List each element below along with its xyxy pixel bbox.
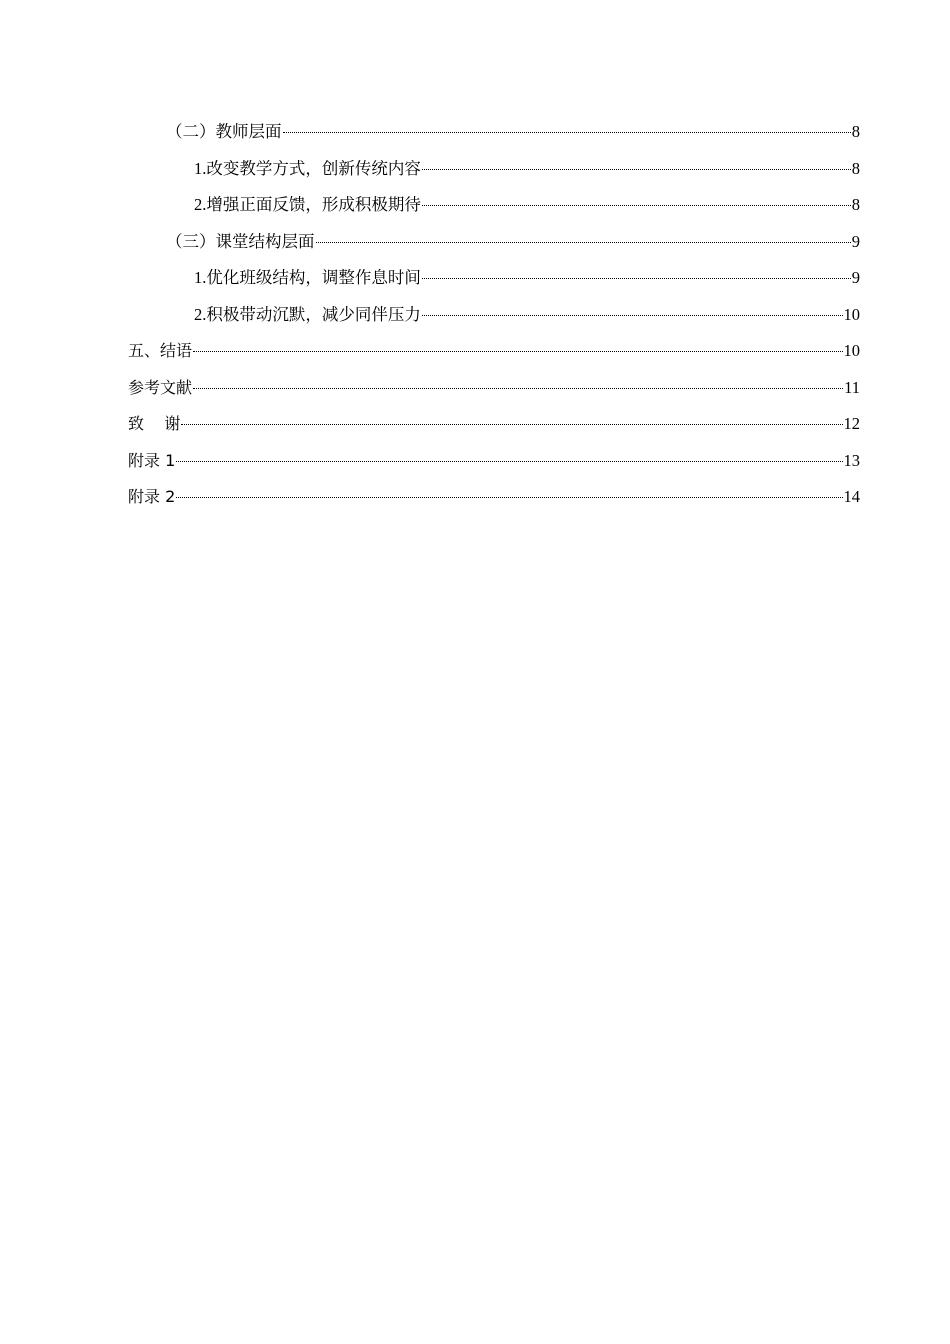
- toc-page-number: 13: [843, 451, 860, 470]
- toc-page-number: 9: [851, 232, 860, 251]
- toc-page-number: 12: [843, 414, 860, 433]
- toc-entry-acknowledgements[interactable]: [128, 407, 860, 435]
- toc-dot-leader: [176, 480, 842, 502]
- toc-entry-title: 1.优化班级结构，调整作息时间: [194, 268, 421, 287]
- toc-page-number: 10: [843, 305, 860, 324]
- toc-entry-references[interactable]: [128, 371, 860, 399]
- toc-entry-title: 附录 2: [128, 487, 176, 506]
- toc-entry-title: 2.积极带动沉默，减少同伴压力: [194, 305, 421, 324]
- toc-dot-leader: [176, 444, 842, 466]
- toc-dot-leader: [193, 334, 842, 356]
- toc-page-number: 8: [851, 159, 860, 178]
- toc-entry-title: （三）课堂结构层面: [166, 232, 315, 251]
- toc-page-number: 10: [843, 341, 860, 360]
- toc-dot-leader: [422, 298, 843, 320]
- toc-dot-leader: [422, 261, 851, 283]
- toc-dot-leader: [181, 407, 842, 429]
- toc-entry-title: 1.改变教学方式，创新传统内容: [194, 159, 421, 178]
- toc-entry-teaching-method[interactable]: [194, 152, 860, 180]
- toc-entry-title: 五、结语: [128, 341, 193, 360]
- toc-entry-peer-pressure[interactable]: [194, 298, 860, 326]
- toc-entry-appendix-1[interactable]: [128, 444, 860, 472]
- toc-entry-positive-feedback[interactable]: [194, 188, 860, 216]
- toc-entry-title: 参考文献: [128, 378, 193, 397]
- toc-entry-title: 致 谢: [128, 414, 181, 433]
- toc-entry-title: 2.增强正面反馈，形成积极期待: [194, 195, 421, 214]
- toc-entry-teacher-level[interactable]: [166, 115, 860, 143]
- toc-dot-leader: [316, 225, 851, 247]
- toc-page-number: 8: [851, 122, 860, 141]
- toc-dot-leader: [422, 152, 851, 174]
- toc-page-number: 8: [851, 195, 860, 214]
- toc-dot-leader: [422, 188, 851, 210]
- toc-entry-classroom-structure[interactable]: [166, 225, 860, 253]
- toc-entry-class-structure[interactable]: [194, 261, 860, 289]
- toc-page-number: 9: [851, 268, 860, 287]
- toc-entry-title: （二）教师层面: [166, 122, 282, 141]
- toc-dot-leader: [193, 371, 843, 393]
- toc-dot-leader: [283, 115, 851, 137]
- toc-entry-appendix-2[interactable]: [128, 480, 860, 508]
- toc-entry-title: 附录 1: [128, 451, 176, 470]
- toc-entry-conclusion[interactable]: [128, 334, 860, 362]
- toc-page-number: 11: [844, 378, 860, 397]
- toc-page-number: 14: [843, 487, 860, 506]
